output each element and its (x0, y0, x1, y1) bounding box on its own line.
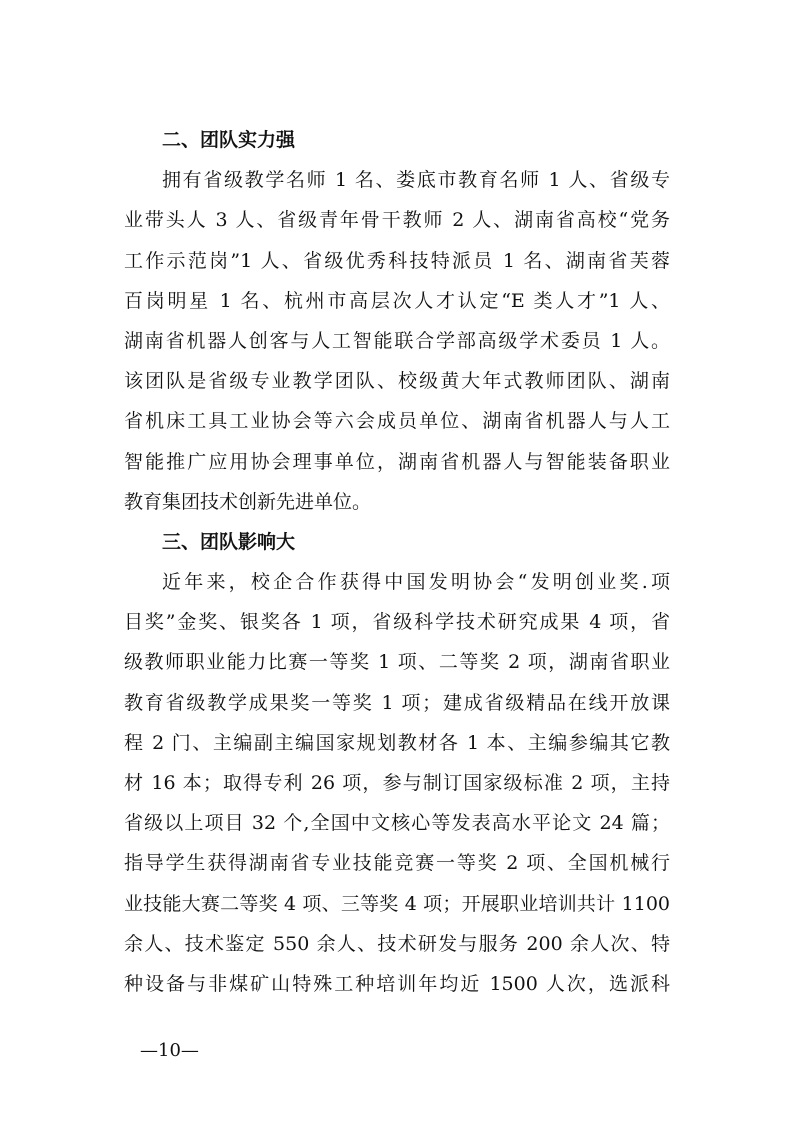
paragraph-line: 种设备与非煤矿山特殊工种培训年均近 1500 人次，选派科 (124, 972, 670, 995)
paragraph-line: 目奖”金奖、银奖各 1 项，省级科学技术研究成果 4 项，省 (124, 611, 670, 634)
paragraph-line: 智能推广应用协会理事单位，湖南省机器人与智能装备职业 (124, 450, 670, 473)
section-heading-team-strength: 二、团队实力强 (162, 129, 296, 151)
paragraph-line: 教育省级教学成果奖一等奖 1 项；建成省级精品在线开放课 (124, 691, 670, 714)
paragraph-line: 近年来，校企合作获得中国发明协会“发明创业奖.项 (162, 571, 670, 594)
paragraph-line: 余人、技术鉴定 550 余人、技术研发与服务 200 余人次、特 (124, 932, 670, 955)
paragraph-line: 级教师职业能力比赛一等奖 1 项、二等奖 2 项，湖南省职业 (124, 651, 670, 674)
paragraph-line: 指导学生获得湖南省专业技能竞赛一等奖 2 项、全国机械行 (124, 852, 670, 875)
paragraph-line: 程 2 门、主编副主编国家规划教材各 1 本、主编参编其它教 (124, 731, 670, 754)
document-body (124, 120, 670, 1004)
paragraph-line: 业带头人 3 人、省级青年骨干教师 2 人、湖南省高校“党务 (124, 209, 670, 232)
paragraph-line: 湖南省机器人创客与人工智能联合学部高级学术委员 1 人。 (124, 329, 670, 352)
page-number: —10— (140, 1040, 199, 1061)
paragraph-line: 业技能大赛二等奖 4 项、三等奖 4 项；开展职业培训共计 1100 (124, 892, 670, 915)
section-heading-team-influence: 三、团队影响大 (162, 530, 296, 553)
paragraph-line: 省机床工具工业协会等六会成员单位、湖南省机器人与人工 (124, 410, 670, 433)
paragraph-line: 教育集团技术创新先进单位。 (124, 490, 372, 513)
paragraph-line: 该团队是省级专业教学团队、校级黄大年式教师团队、湖南 (124, 370, 670, 393)
paragraph-line: 省级以上项目 32 个,全国中文核心等发表高水平论文 24 篇； (124, 812, 670, 835)
paragraph-line: 材 16 本；取得专利 26 项，参与制订国家级标准 2 项，主持 (124, 772, 670, 794)
paragraph-line: 百岗明星 1 名、杭州市高层次人才认定“E 类人才”1 人、 (124, 289, 670, 312)
paragraph-line: 拥有省级教学名师 1 名、娄底市教育名师 1 人、省级专 (162, 169, 670, 192)
paragraph-line: 工作示范岗”1 人、省级优秀科技特派员 1 名、湖南省芙蓉 (124, 249, 670, 272)
